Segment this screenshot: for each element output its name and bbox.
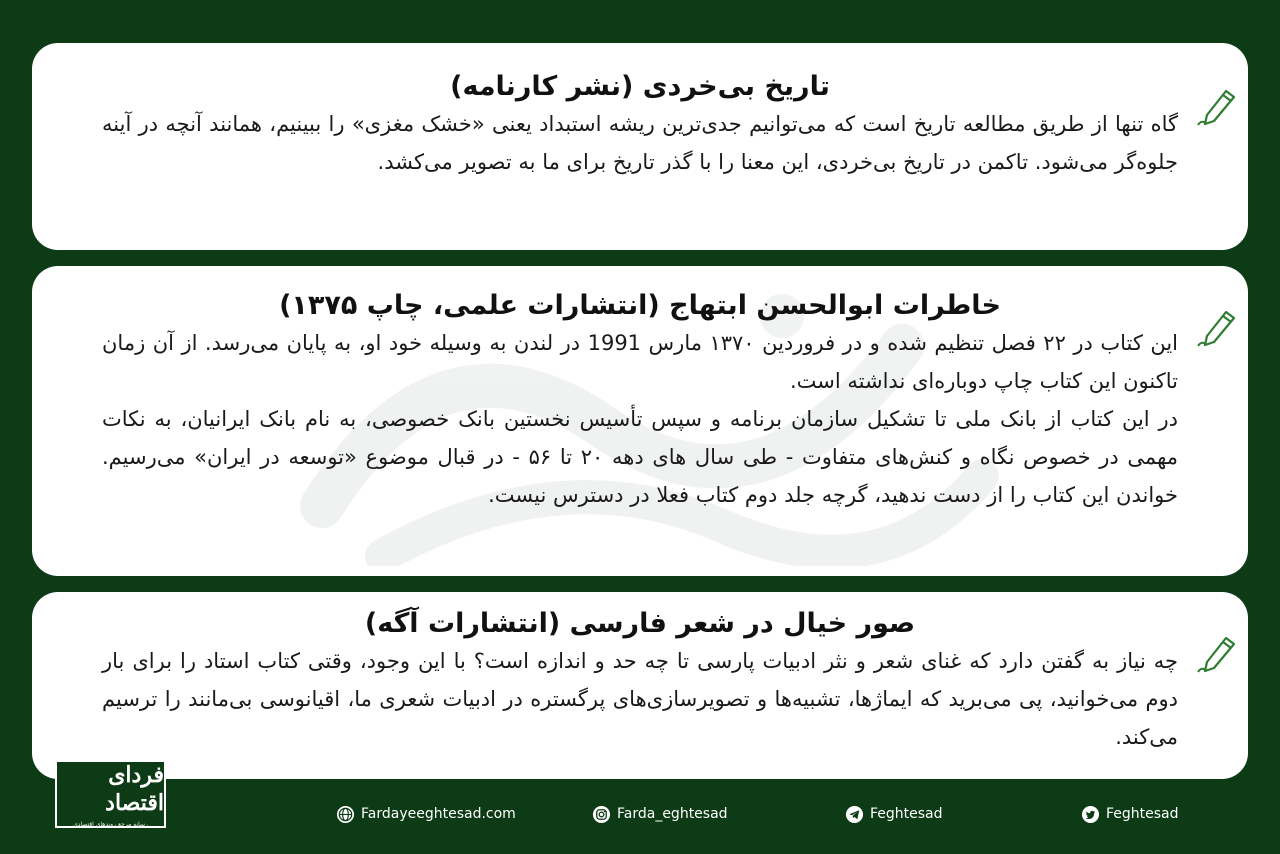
book-card-1 [32, 43, 1248, 250]
footer-telegram-link[interactable] [845, 803, 943, 825]
pencil-icon [1196, 632, 1240, 676]
instagram-icon [592, 805, 611, 824]
book-title: خاطرات ابوالحسن ابتهاج (انتشارات علمی، چاپ ۱۳۷۵) [279, 290, 1001, 321]
footer-twitter-link[interactable] [1081, 803, 1179, 825]
book-description: این کتاب در ۲۲ فصل تنظیم شده و در فروردین ۱۳۷۰ مارس 1991 در لندن به وسیله خود او، به پایان می‌رسد. از آن زمان تاکنون این کتاب چاپ دوباره‌ای نداشته است. [102, 331, 1179, 393]
book-card-3 [32, 592, 1248, 779]
book-description: چه نیاز به گفتن دارد که غنای شعر و نثر ادبیات پارسی تا چه حد و اندازه است؟ با این وجود، وقتی کتاب استاد را برای بار دوم می‌خوانید، پی می‌برید که ایماژها، تشبیه‌ها و تصویرسازی‌های پرگستره در ادبیات شعری ما، اقیانوسی بی‌مانند را ترسیم می‌کند. [102, 649, 1178, 749]
twitter-icon [1081, 805, 1100, 824]
pencil-icon [1196, 306, 1240, 350]
book-description: گاه تنها از طریق مطالعه تاریخ است که می‌توانیم جدی‌ترین ریشه استبداد یعنی «خشک مغزی» را ببینیم، همانند آنچه در آینه جلوه‌گر می‌شود. تاکمن در تاریخ بی‌خردی، این معنا را با گذر تاریخ برای ما به تصویر می‌کشد. [102, 112, 1178, 174]
book-card-2 [32, 266, 1248, 576]
twitter-text: Feghtesad [1106, 806, 1179, 822]
telegram-icon [845, 805, 864, 824]
book-description: در این کتاب از بانک ملی تا تشکیل سازمان برنامه و سپس تأسیس نخستین بانک خصوصی، به نام بانک ایرانیان، به نکات مهمی در خصوص نگاه و کنش‌های متفاوت - طی سال های دهه ۲۰ تا ۵۶ - در قبال موضوع «توسعه در ایران» می‌رسیم. خواندن این کتاب را از دست ندهید، گرچه جلد دوم کتاب فعلا در دسترس نیست. [102, 407, 1178, 507]
website-text: Fardayeeghtesad.com [361, 806, 516, 822]
book-title: تاریخ بی‌خردی (نشر کارنامه) [450, 71, 830, 102]
footer-instagram-link[interactable] [592, 803, 728, 825]
globe-icon [336, 805, 355, 824]
pencil-icon [1196, 85, 1240, 129]
telegram-text: Feghtesad [870, 806, 943, 822]
logo-tagline: رسانه مرجع روندهای اقتصادی [73, 820, 148, 828]
instagram-text: Farda_eghtesad [617, 806, 728, 822]
brand-logo[interactable] [55, 760, 166, 828]
book-title: صور خیال در شعر فارسی (انتشارات آگه) [364, 608, 916, 639]
footer-website-link[interactable] [336, 803, 516, 825]
logo-name: فردای اقتصاد [105, 761, 164, 816]
